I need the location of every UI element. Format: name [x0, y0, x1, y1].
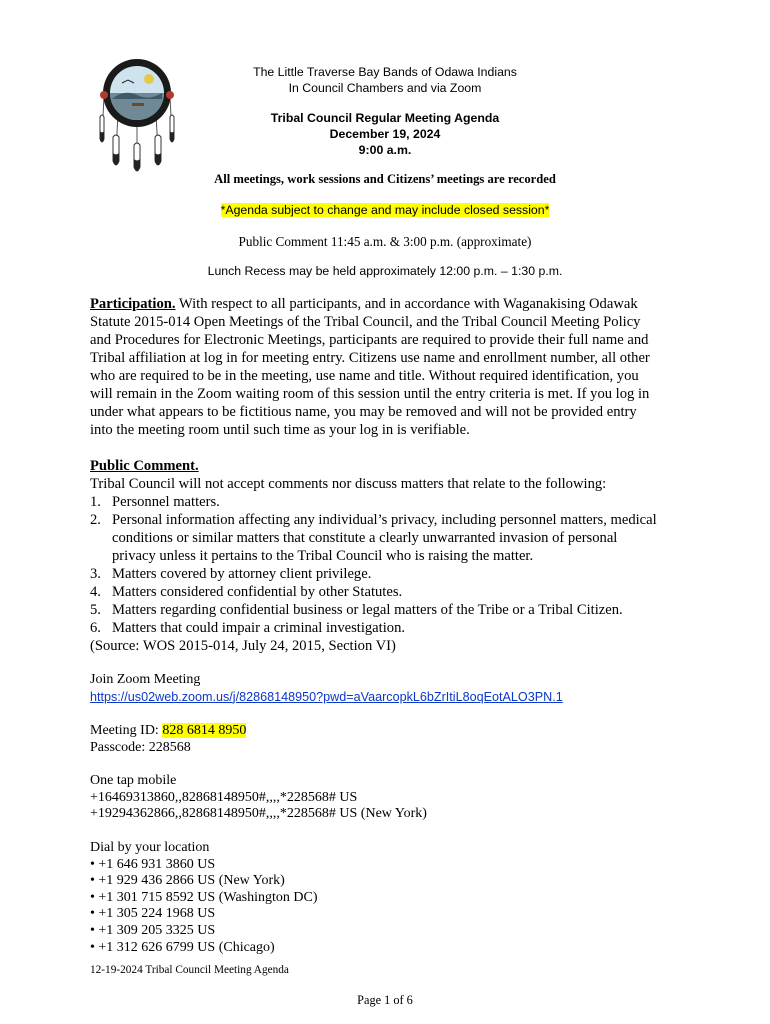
- list-item-text: conditions or similar matters that constitute a clearly unwarranted invasion of personal: [112, 530, 618, 546]
- participation-line: and Procedures for Electronic Meetings, participants are required to provide their full name and: [90, 332, 649, 348]
- list-item: [90, 565, 690, 583]
- participation-line: Tribal affiliation at log in for meeting entry. Citizens use name and enrollment number, all other: [90, 350, 650, 366]
- dial-in-block: [90, 840, 318, 956]
- dial-number: • +1 309 205 3325 US: [90, 922, 216, 938]
- dial-number: • +1 646 931 3860 US: [90, 856, 216, 872]
- one-tap-number: +16469313860,,82868148950#,,,,*228568# US: [90, 789, 358, 805]
- public-comment-intro: Tribal Council will not accept comments nor discuss matters that relate to the following:: [90, 476, 607, 492]
- meeting-time: 9:00 a.m.: [358, 143, 412, 157]
- dial-by-location-label: Dial by your location: [90, 840, 210, 855]
- restricted-matters-list: [90, 493, 690, 637]
- meeting-id-value: 828 6814 8950: [162, 723, 247, 738]
- list-item-text: privacy unless it pertains to the Tribal Council who is raising the matter.: [112, 548, 534, 564]
- list-item-number: 5.: [90, 602, 101, 618]
- list-item-number: 6.: [90, 620, 101, 636]
- participation-line: With respect to all participants, and in accordance with Waganakising Odawak: [175, 296, 638, 312]
- participation-line: will remain in the Zoom waiting room of this session until the entry criteria is met. If you log in: [90, 386, 650, 402]
- participation-line: into the meeting room until such time as your log in is verifiable.: [90, 422, 470, 438]
- list-item: [90, 583, 690, 601]
- zoom-join-block: [90, 672, 563, 706]
- participation-line: Statute 2015-014 Open Meetings of the Tribal Council, and the Tribal Council Meeting Policy: [90, 314, 641, 330]
- list-item-text: Personnel matters.: [112, 494, 220, 510]
- participation-line: who are required to be in the meeting, use name and title. Without required identification, you: [90, 368, 639, 384]
- list-item-text: Matters covered by attorney client privilege.: [112, 566, 372, 582]
- list-item: [90, 511, 690, 565]
- agenda-change-notice: *Agenda subject to change and may include closed session*: [220, 203, 550, 217]
- list-item-number: 1.: [90, 494, 101, 510]
- one-tap-label: One tap mobile: [90, 773, 177, 788]
- join-zoom-label: Join Zoom Meeting: [90, 672, 201, 687]
- participation-heading: Participation.: [90, 296, 176, 312]
- list-item: [90, 493, 690, 511]
- passcode: Passcode: 228568: [90, 739, 191, 755]
- page-number: Page 1 of 6: [357, 993, 413, 1007]
- dial-number: • +1 312 626 6799 US (Chicago): [90, 939, 275, 955]
- tribal-seal-logo: [94, 57, 180, 175]
- participation-section: [90, 295, 690, 439]
- source-citation: (Source: WOS 2015-014, July 24, 2015, Section VI): [90, 638, 396, 654]
- list-item-text: Matters considered confidential by other Statutes.: [112, 584, 403, 600]
- list-item-text: Personal information affecting any individual’s privacy, including personnel matters, medical: [112, 512, 657, 528]
- meeting-title: Tribal Council Regular Meeting Agenda: [270, 111, 500, 125]
- footer-document-name: 12-19-2024 Tribal Council Meeting Agenda: [90, 964, 289, 976]
- list-item: [90, 619, 690, 637]
- participation-line: under what appears to be fictitious name, you may be removed and will not be provided entry: [90, 404, 637, 420]
- zoom-meeting-link[interactable]: https://us02web.zoom.us/j/82868148950?pwd=aVaarcopkL6bZrItiL8oqEotALO3PN.1: [90, 689, 563, 704]
- list-item-text: Matters that could impair a criminal investigation.: [112, 620, 406, 636]
- dial-number: • +1 929 436 2866 US (New York): [90, 873, 285, 889]
- lunch-recess-notice: Lunch Recess may be held approximately 12:00 p.m. – 1:30 p.m.: [207, 264, 563, 278]
- venue-line: In Council Chambers and via Zoom: [288, 81, 482, 95]
- list-item-text: Matters regarding confidential business or legal matters of the Tribe or a Tribal Citizen.: [112, 602, 623, 618]
- dial-number: • +1 305 224 1968 US: [90, 906, 216, 922]
- public-comment-times: Public Comment 11:45 a.m. & 3:00 p.m. (approximate): [238, 234, 532, 249]
- public-comment-section: [90, 457, 690, 655]
- list-item-number: 3.: [90, 566, 101, 582]
- one-tap-block: [90, 773, 427, 823]
- meeting-id-label: Meeting ID:: [90, 723, 163, 738]
- list-item-number: 2.: [90, 512, 101, 528]
- list-item: [90, 601, 690, 619]
- recorded-notice: All meetings, work sessions and Citizens’ meetings are recorded: [214, 172, 556, 186]
- meeting-credentials: [90, 723, 246, 756]
- public-comment-heading: Public Comment.: [90, 458, 199, 474]
- one-tap-number: +19294362866,,82868148950#,,,,*228568# US (New York): [90, 806, 427, 822]
- meeting-date: December 19, 2024: [329, 127, 441, 141]
- dial-number: • +1 301 715 8592 US (Washington DC): [90, 889, 318, 905]
- org-name-line: The Little Traverse Bay Bands of Odawa Indians: [253, 65, 517, 79]
- list-item-number: 4.: [90, 584, 101, 600]
